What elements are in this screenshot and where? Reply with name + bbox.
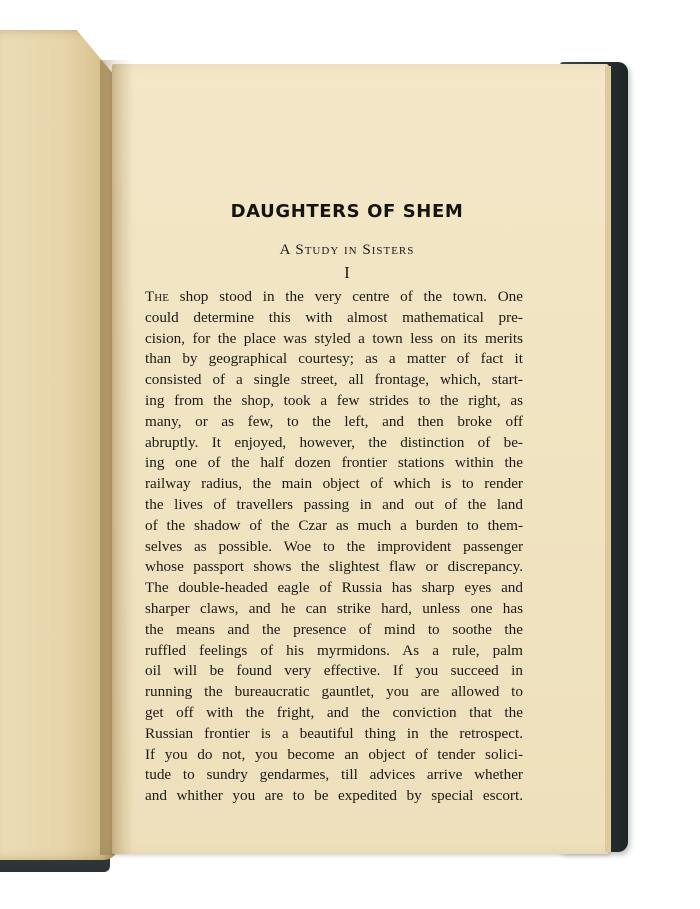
chapter-title: DAUGHTERS OF SHEM xyxy=(230,201,464,222)
book-gutter xyxy=(100,60,134,855)
text-line: selves as possible. Woe to the improvident passenger xyxy=(145,537,523,555)
text-line: abruptly. It enjoyed, however, the distinction of be- xyxy=(145,433,523,451)
text-line: If you do not, you become an object of tender solici- xyxy=(145,745,523,763)
section-number: I xyxy=(344,263,350,282)
text-line: cision, for the place was styled a town less on its merits xyxy=(145,329,523,347)
text-line xyxy=(145,287,523,308)
text-line: Russian frontier is a beautiful thing in the retrospect. xyxy=(145,724,523,742)
text-line: running the bureaucratic gauntlet, you are allowed to xyxy=(145,683,523,701)
text-line: get off with the fright, and the conviction that the xyxy=(145,703,523,721)
lead-word: The xyxy=(145,288,169,305)
text-line: railway radius, the main object of which is to render xyxy=(145,475,523,493)
text-line: of the shadow of the Czar as much a burden to them- xyxy=(145,516,523,534)
text-line: could determine this with almost mathematical pre- xyxy=(145,308,523,326)
text-line: oil will be found very effective. If you succeed in xyxy=(145,662,523,680)
page-text xyxy=(145,198,523,807)
text-line: ing one of the half dozen frontier stations within the xyxy=(145,454,523,472)
text-line: tude to sundry gendarmes, till advices arrive whether xyxy=(145,766,523,784)
text-line: whose passport shows the slightest flaw or discrepancy. xyxy=(145,558,523,576)
text-line-rest: shop stood in the very centre of the town. One xyxy=(168,288,523,305)
text-line: and whither you are to be expedited by special escort. xyxy=(145,787,523,805)
text-line: than by geographical courtesy; as a matter of fact it xyxy=(145,350,523,368)
page-edges xyxy=(605,66,611,852)
chapter-subtitle: A Study in Sisters xyxy=(279,242,415,258)
body-paragraph xyxy=(145,287,523,807)
text-line: many, or as few, to the left, and then broke off xyxy=(145,412,523,430)
text-line: ing from the shop, took a few strides to the right, as xyxy=(145,391,523,409)
text-line: ruffled feelings of his myrmidons. As a rule, palm xyxy=(145,641,523,659)
text-line: the means and the presence of mind to soothe the xyxy=(145,620,523,638)
text-line: The double-headed eagle of Russia has sharp eyes and xyxy=(145,579,523,597)
text-line: consisted of a single street, all frontage, which, start- xyxy=(145,371,523,389)
text-line: sharper claws, and he can strike hard, unless one has xyxy=(145,599,523,617)
text-line: the lives of travellers passing in and out of the land xyxy=(145,495,523,513)
